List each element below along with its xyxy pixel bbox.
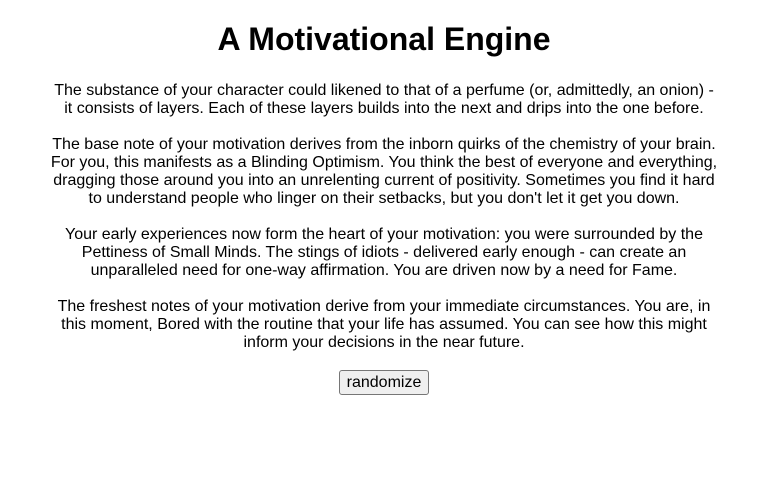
top-note-paragraph: The freshest notes of your motivation derive from your immediate circumstances. You are, in this moment, Bored with the routine that your life has assumed. You can see how this might inform your decisions in the near future. [57,298,711,351]
randomize-button[interactable]: randomize [339,370,430,395]
heart-note-paragraph: Your early experiences now form the heart of your motivation: you were surrounded by the Pettiness of Small Minds. The stings of idiots - delivered early enough - can create an unparalleled need for one-way affirmation. You are driven now by a need for Fame. [65,226,703,279]
motivation-description [49,82,719,395]
button-container [49,370,719,395]
intro-paragraph: The substance of your character could likened to that of a perfume (or, admittedly, an onion) - it consists of layers. Each of these layers builds into the next and drips into the one before. [54,82,714,117]
page-title: A Motivational Engine [217,21,551,57]
base-note-paragraph: The base note of your motivation derives from the inborn quirks of the chemistry of your brain. For you, this manifests as a Blinding Optimism. You think the best of everyone and everything, dragging those around you into an unrelenting current of positivity. Sometimes you find it hard to understand people who linger on their setbacks, but you don't let it get you down. [50,136,718,207]
